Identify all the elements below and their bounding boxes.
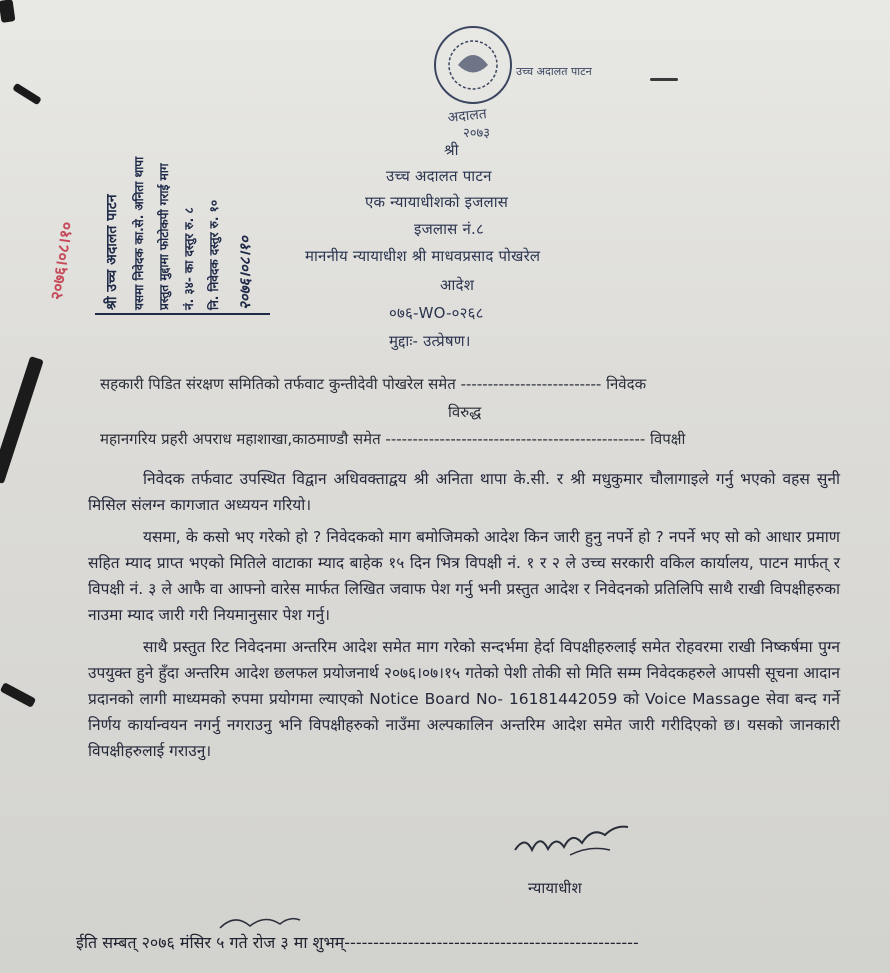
versus-row: विरुद्ध xyxy=(448,403,482,421)
footer-date-text: ईति सम्बत् २०७६ मंसिर ५ गते रोज ३ मा शुभम् xyxy=(76,933,345,952)
header-order: आदेश xyxy=(440,276,475,294)
header-bench-number: इजलास नं.८ xyxy=(414,220,484,238)
binding-mark-middle xyxy=(0,356,44,484)
order-body xyxy=(88,466,840,764)
binding-mark-upper xyxy=(12,83,42,106)
binding-mark-lower xyxy=(0,682,36,708)
respondent-row xyxy=(100,429,685,449)
judge-signature xyxy=(510,805,650,865)
stamp-row-3: नं. ३४- का दस्तुर रु. ८ xyxy=(182,207,196,310)
paragraph-show-cause: यसमा, के कसो भए गरेको हो ? निवेदकको माग बमोजिमको आदेश किन जारी हुनु नपर्ने हो ? नपर्ने भए सो को आधार प्रमाण सहित म्याद प्राप्त भएको मितिले वाटाका म्याद बाहेक १५ दिन भित्र विपक्षी नं. १ र २ ले उच्च सरकारी वकिल कार्यालय, पाटन मार्फत् र विपक्षी नं. ३ ले आफै वा आफ्नो वारेस मार्फत लिखित जवाफ पेश गर्नु भनी प्रस्तुत आदेश र निवेदनको प्रतिलिपि साथै राखी विपक्षीहरुका नाउमा म्याद जारी गरी नियमानुसार पेश गर्नु। xyxy=(88,528,840,624)
header-shri: श्री xyxy=(444,141,459,159)
paragraph-interim-order: साथै प्रस्तुत रिट निवेदनमा अन्तरिम आदेश समेत माग गरेको सन्दर्भमा हेर्दा विपक्षीहरुलाई समेत रोहवरमा राखी निष्कर्षमा पुग्न उपयुक्त हुने हुँदा अन्तरिम आदेश छलफल प्रयोजनार्थ २०७६।०७।१५ गतेको पेशी तोकी सो मिति सम्म निवेदकहरुले आपसी सूचना आदान प्रदानको लागी माध्यमको रुपमा प्रयोगमा ल्याएको Notice Board No- 16181442059 को Voice Massage सेवा बन्द गर्ने निर्णय कार्यान्वयन नगर्नु नगराउनु भनि विपक्षीहरुको नाउँमा अल्पकालिन अन्तरिम आदेश समेत जारी गरीदिएको छ। यसको जानकारी विपक्षीहरुलाई गराउनु। xyxy=(88,638,840,760)
stamp-row-5: २०७६।०८।१० xyxy=(236,236,254,310)
respondent-role: विपक्षी xyxy=(650,430,686,448)
petitioner-name: सहकारी पिडित संरक्षण समितिको तर्फवाट कुन्तीदेवी पोखरेल समेत xyxy=(100,375,456,393)
header-case-number: ०७६-WO-०२६८ xyxy=(389,304,484,322)
stamp-row-4: नि. निवेदक दस्तुर रु. १० xyxy=(207,199,221,310)
stamp-row-2: प्रस्तुत मुद्दामा फोटोकपी गराई माग xyxy=(157,163,171,310)
respondent-dashes: ------------------------------------------------ xyxy=(385,430,646,448)
header-judge: माननीय न्यायाधीश श्री माधवप्रसाद पोखरेल xyxy=(305,247,541,265)
pen-mark xyxy=(650,78,678,81)
footer-date-line xyxy=(76,931,639,953)
paragraph-hearing: निवेदक तर्फवाट उपस्थित विद्वान अधिवक्ताद्वय श्री अनिता थापा के.सी. र श्री मधुकुमार चौलागाइले गर्नु भएको वहस सुनी मिसिल संलग्न कागजात अध्ययन गरियो। xyxy=(88,470,840,514)
petitioner-role: निवेदक xyxy=(606,375,647,393)
stamp-red-date: २०७६।०८।१० xyxy=(46,220,77,302)
receipt-stamp xyxy=(40,40,280,330)
header-court-name: उच्च अदालत पाटन xyxy=(386,167,492,185)
seal-ring-text: उच्च अदालत पाटन xyxy=(516,65,592,78)
court-seal xyxy=(408,20,592,141)
header-bench: एक न्यायाधीशको इजलास xyxy=(365,193,509,211)
seal-center-text: अदालत xyxy=(446,106,488,127)
signature-title: न्यायाधीश xyxy=(528,879,582,897)
header-case-subject: मुद्दाः- उत्प्रेषण। xyxy=(389,332,471,350)
seal-year: २०७३ xyxy=(463,126,491,141)
binding-mark-top xyxy=(0,0,15,23)
petitioner-dashes: -------------------------- xyxy=(460,375,602,393)
stamp-title: श्री उच्च अदालत पाटन xyxy=(104,194,120,310)
stamp-row-1: यसमा निवेदक का.से. अनिता थापा xyxy=(132,156,146,310)
footer-dashes: --------------------------------------------------- xyxy=(344,933,639,952)
petitioner-row xyxy=(100,374,646,394)
footer-handwritten-mark xyxy=(215,908,305,938)
respondent-name: महानगरिय प्रहरी अपराध महाशाखा,काठमाण्डौ समेत xyxy=(100,430,381,448)
